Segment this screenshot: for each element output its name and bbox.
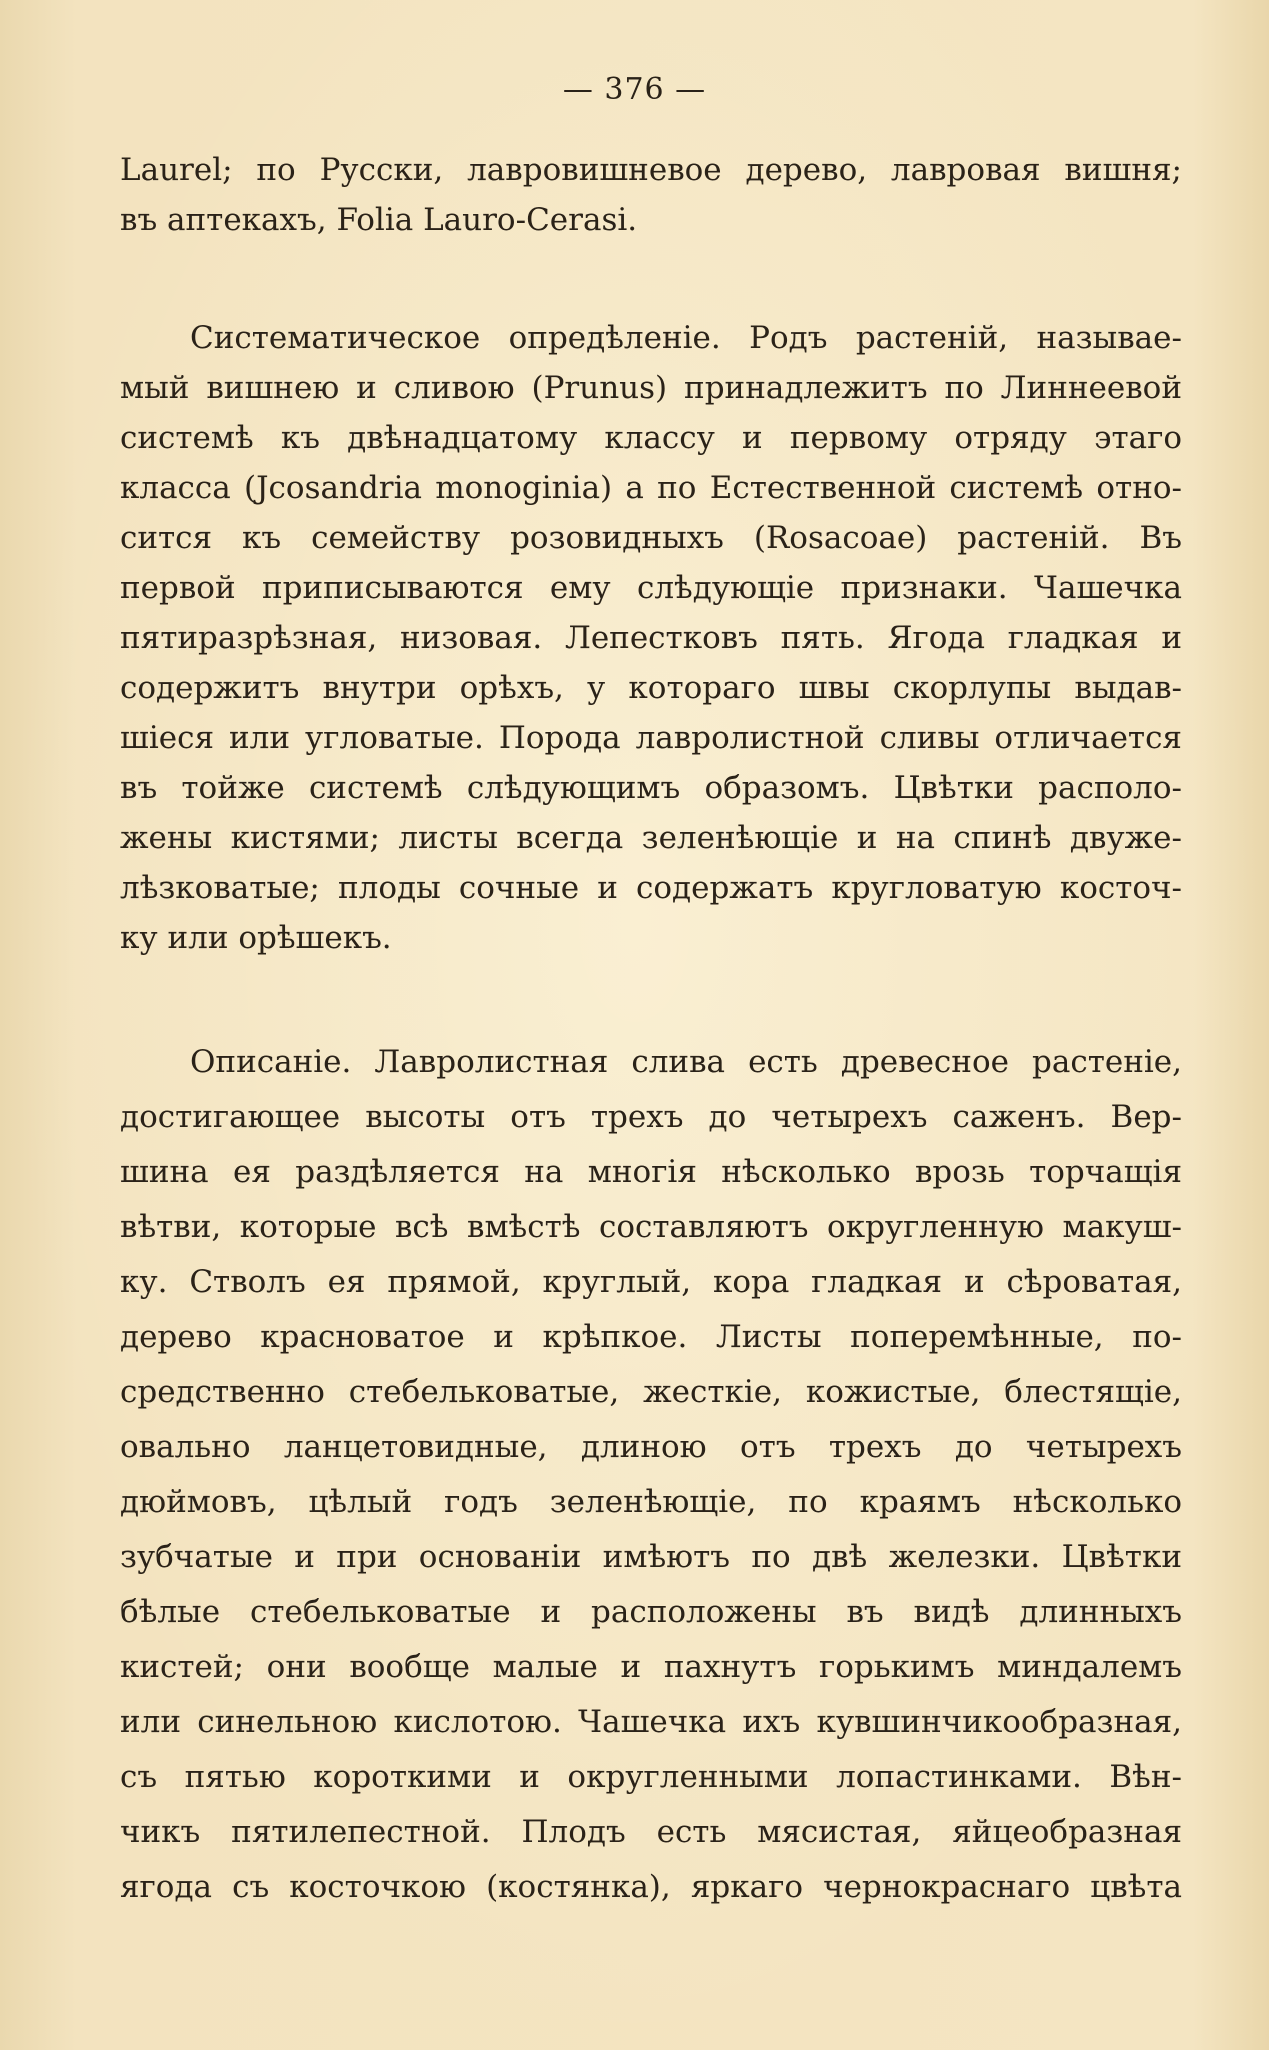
text-line: класса (Jcosandria monoginia) а по Естественной системѣ отно-	[120, 470, 1182, 506]
text-line: достигающее высоты отъ трехъ до четырехъ саженъ. Вер-	[120, 1099, 1182, 1135]
text-line: Систематическое опредѣленіе. Родъ растеній, называе-	[190, 320, 1182, 356]
text-line: чикъ пятилепестной. Плодъ есть мясистая, яйцеобразная	[120, 1814, 1182, 1850]
text-line: ку или орѣшекъ.	[120, 920, 392, 956]
text-line: лѣзковатые; плоды сочные и содержатъ кругловатую косточ-	[120, 870, 1182, 906]
text-line: въ аптекахъ, Folia Lauro-Cerasi.	[120, 202, 638, 238]
text-line: Laurel; по Русски, лавровишневое дерево, лавровая вишня;	[120, 152, 1182, 188]
text-line: шіеся или угловатые. Порода лавролистной сливы отличается	[120, 720, 1182, 756]
text-line: кистей; они вообще малые и пахнутъ горькимъ миндалемъ	[120, 1649, 1182, 1685]
text-line: содержитъ внутри орѣхъ, у котораго швы скорлупы выдав-	[120, 670, 1182, 706]
page-number: — 376 —	[562, 72, 707, 107]
text-line: системѣ къ двѣнадцатому классу и первому отряду этаго	[120, 420, 1182, 456]
text-line: Описаніе. Лавролистная слива есть древесное растеніе,	[190, 1044, 1182, 1080]
text-line: ку. Стволъ ея прямой, круглый, кора гладкая и сѣроватая,	[120, 1264, 1182, 1300]
text-line: зубчатые и при основаніи имѣютъ по двѣ железки. Цвѣтки	[120, 1539, 1182, 1575]
text-line: въ тойже системѣ слѣдующимъ образомъ. Цвѣтки располо-	[120, 770, 1182, 806]
text-line: первой приписываются ему слѣдующіе признаки. Чашечка	[120, 570, 1182, 606]
text-line: овально ланцетовидные, длиною отъ трехъ до четырехъ	[120, 1429, 1182, 1465]
text-line: бѣлые стебельковатые и расположены въ видѣ длинныхъ	[120, 1594, 1182, 1630]
text-line: пятиразрѣзная, низовая. Лепестковъ пять. Ягода гладкая и	[120, 620, 1182, 656]
text-line: дюймовъ, цѣлый годъ зеленѣющіе, по краямъ нѣсколько	[120, 1484, 1182, 1520]
text-line: дерево красноватое и крѣпкое. Листы поперемѣнные, по-	[120, 1319, 1182, 1355]
text-line: съ пятью короткими и округленными лопастинками. Вѣн-	[120, 1759, 1182, 1795]
text-line: шина ея раздѣляется на многія нѣсколько врозь торчащія	[120, 1154, 1182, 1190]
text-line: сится къ семейству розовидныхъ (Rosacoae) растеній. Въ	[120, 520, 1182, 556]
text-line: мый вишнею и сливою (Prunus) принадлежитъ по Линнеевой	[120, 370, 1182, 406]
text-line: ягода съ косточкою (костянка), яркаго чернокраснаго цвѣта	[120, 1869, 1182, 1905]
text-line: вѣтви, которые всѣ вмѣстѣ составляютъ округленную макуш-	[120, 1209, 1182, 1245]
text-line: или синельною кислотою. Чашечка ихъ кувшинчикообразная,	[120, 1704, 1182, 1740]
text-line: средственно стебельковатые, жесткіе, кожистые, блестящіе,	[120, 1374, 1182, 1410]
text-line: жены кистями; листы всегда зеленѣющіе и на спинѣ двуже-	[120, 820, 1182, 856]
